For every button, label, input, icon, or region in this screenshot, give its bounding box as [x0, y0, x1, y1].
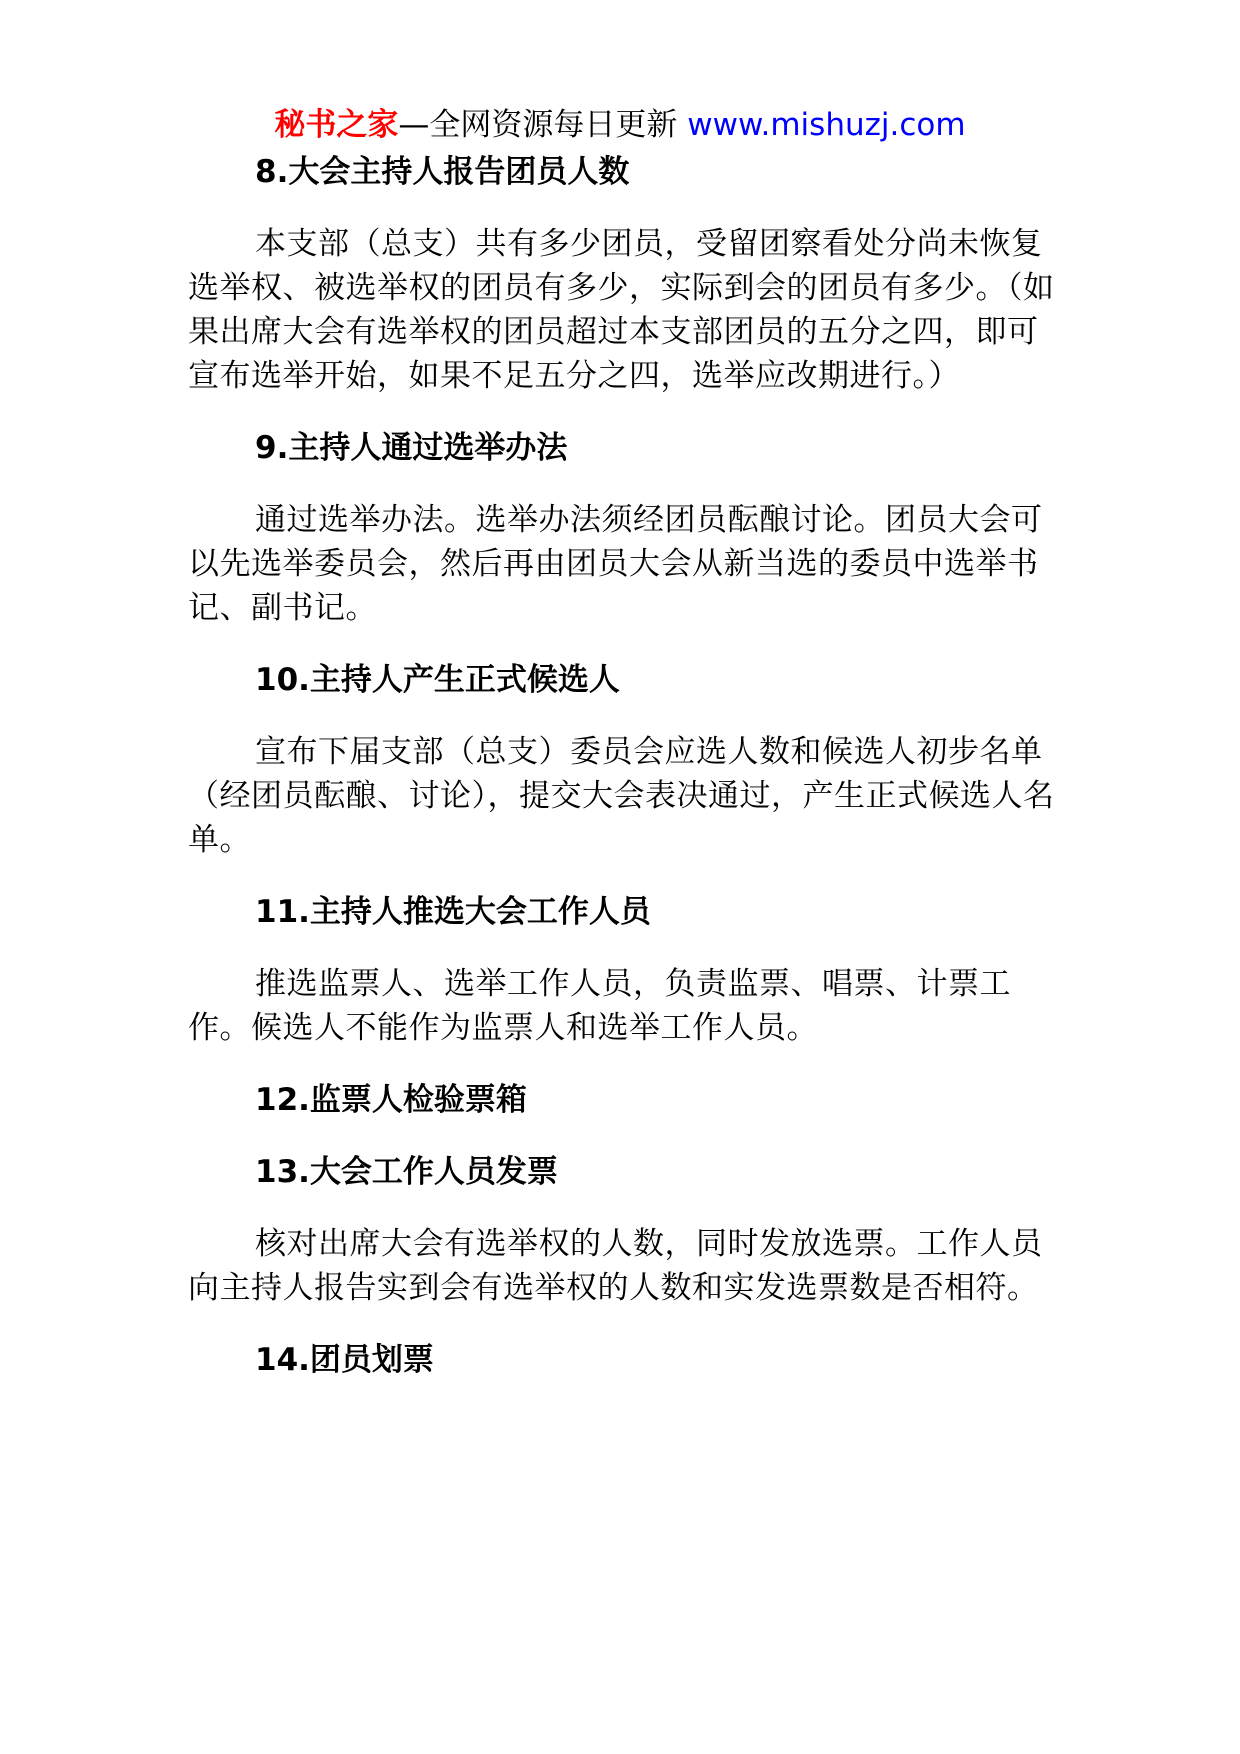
- header-tagline: —全网资源每日更新: [398, 107, 678, 143]
- section-body-11: 推选监票人、选举工作人员，负责监票、唱票、计票工作。候选人不能作为监票人和选举工作人员。: [188, 966, 1011, 1046]
- section-body-13: 核对出席大会有选举权的人数，同时发放选票。工作人员向主持人报告实到会有选举权的人数和实发选票数是否相符。: [188, 1226, 1043, 1306]
- section-body-10: 宣布下届支部（总支）委员会应选人数和候选人初步名单（经团员酝酿、讨论），提交大会表决通过，产生正式候选人名单。: [188, 734, 1055, 858]
- section-heading-9: 9.主持人通过选举办法: [255, 430, 568, 466]
- section-heading-10: 10.主持人产生正式候选人: [255, 662, 620, 698]
- brand-name: 秘书之家: [274, 107, 399, 143]
- section-body-8: 本支部（总支）共有多少团员，受留团察看处分尚未恢复选举权、被选举权的团员有多少，实际到会的团员有多少。（如果出席大会有选举权的团员超过本支部团员的五分之四，即可宣布选举开始，如果不足五分之四，选举应改期进行。）: [188, 226, 1055, 394]
- page-header: [0, 100, 1240, 150]
- website-link[interactable]: www.mishuzj.com: [687, 107, 966, 143]
- section-heading-14: 14.团员划票: [255, 1342, 434, 1378]
- section-heading-8: 8.大会主持人报告团员人数: [255, 154, 630, 190]
- section-heading-12: 12.监票人检验票箱: [255, 1082, 527, 1118]
- section-body-9: 通过选举办法。选举办法须经团员酝酿讨论。团员大会可以先选举委员会，然后再由团员大会从新当选的委员中选举书记、副书记。: [188, 502, 1043, 626]
- document-body: [188, 150, 1062, 1410]
- section-heading-13: 13.大会工作人员发票: [255, 1154, 558, 1190]
- section-heading-11: 11.主持人推选大会工作人员: [255, 894, 651, 930]
